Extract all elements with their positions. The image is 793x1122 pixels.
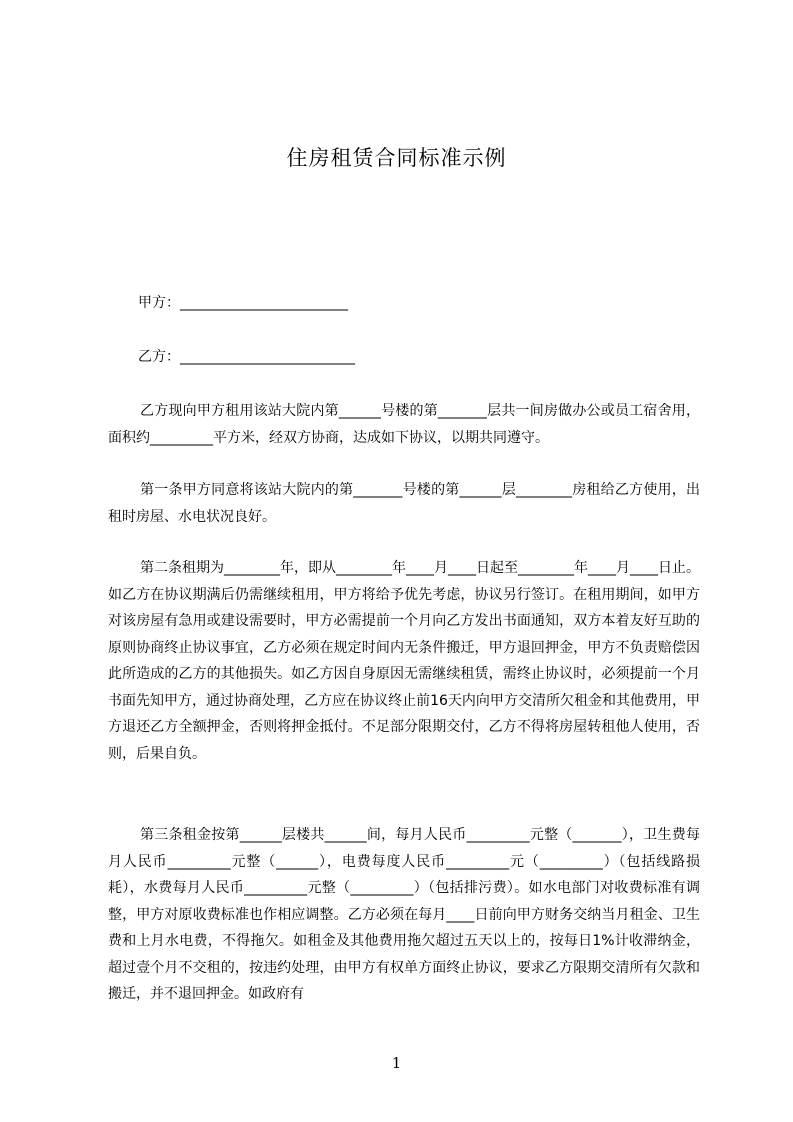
party-b-line: 乙方：_________________________ [138,349,355,365]
article-2-paragraph: 第二条租期为________年，即从________年____月____日起至________年____月____日止。如乙方在协议期满后仍需继续租用，甲方将给予优先考虑，协议另行签订。在租用期间，如甲方对该房屋有急用或建设需要时，甲方必需提前一个月向乙方发出书面通知，双方本着友好互助的原则协商终止协议事宜，乙方必须在规定时间内无条件搬迁，甲方退回押金，甲方不负责赔偿因此所造成的乙方的其他损失。如乙方因自身原因无需继续租赁，需终止协议时，必须提前一个月书面先知甲方，通过协商处理，乙方应在协议终止前16天内向甲方交清所欠租金和其他费用，甲方退还乙方全额押金，否则将押金抵付。不足部分限期交付，乙方不得将房屋转租他人使用，否则，后果自负。 [108,560,700,762]
page-number: 1 [391,1054,402,1072]
article-3-paragraph: 第三条租金按第______层楼共______间，每月人民币_________元整（_______），卫生费每月人民币_________元整（______），电费每度人民币_________元（_________）（包括线路损耗），水费每月人民币_________元整（_________）（包括排污费）。如水电部门对收费标准有调整，甲方对原收费标准也作相应调整。乙方必须在每月____日前向甲方财务交纳当月租金、卫生费和上月水电费，不得拖欠。如租金及其他费用拖欠超过五天以上的，按每日1%计收滞纳金，超过壹个月不交租的，按违约处理，由甲方有权单方面终止协议，要求乙方限期交清所有欠款和搬迁，并不退回押金。如政府有 [108,827,700,1002]
intro-paragraph: 乙方现向甲方租用该站大院内第______号楼的第_______层共一间房做办公或员工宿舍用，面积约_________平方米，经双方协商，达成如下协议，以期共同遵守。 [108,403,700,446]
document-title: 住房租赁合同标准示例 [286,146,507,170]
party-a-line: 甲方：________________________ [138,295,348,311]
article-1-paragraph: 第一条甲方同意将该站大院内的第_______号楼的第______层________房租给乙方使用，出租时房屋、水电状况良好。 [108,482,700,525]
